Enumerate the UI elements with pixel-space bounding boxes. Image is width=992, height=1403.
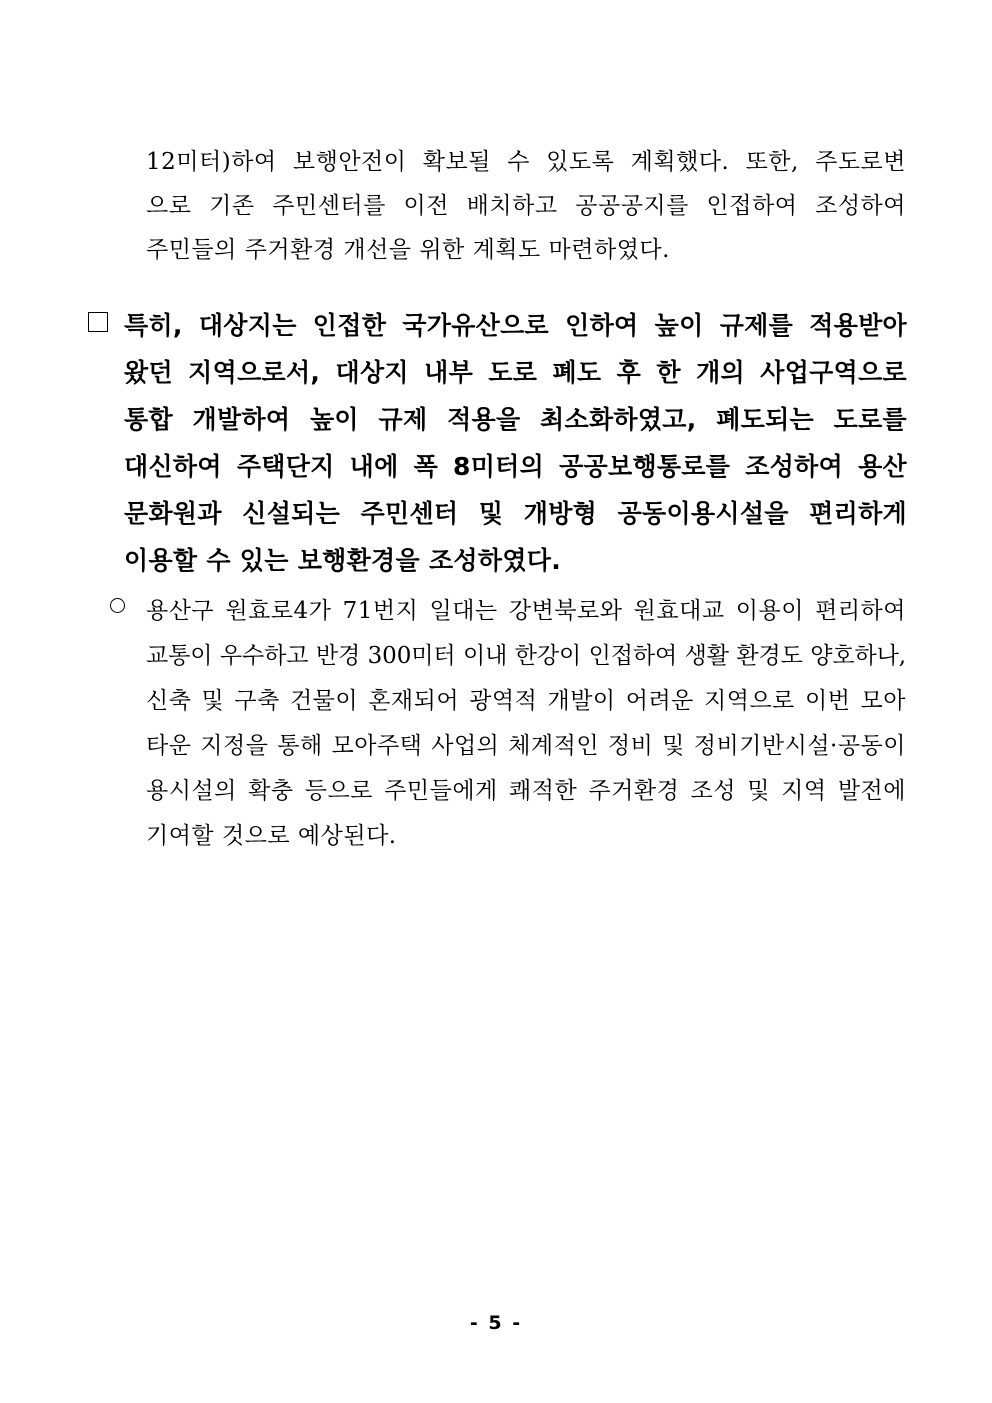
page-number: - 5 - <box>469 1312 523 1334</box>
bullet-line: 문화원과 신설되는 주민센터 및 개방형 공동이용시설을 편리하게 <box>124 499 907 528</box>
bullet-line: 통합 개발하여 높이 규제 적용을 최소화하였고, 폐도되는 도로를 <box>124 405 907 434</box>
sub-bullet-line: 신축 및 구축 건물이 혼재되어 광역적 개발이 어려운 지역으로 이번 모아 <box>146 688 906 714</box>
sub-bullet-line: 교통이 우수하고 반경 300미터 이내 한강이 인접하여 생활 환경도 양호하나, <box>146 643 906 669</box>
paragraph-line: 주민들의 주거환경 개선을 위한 계획도 마련하였다. <box>146 237 670 263</box>
bullet-line: 이용할 수 있는 보행환경을 조성하였다. <box>124 546 562 575</box>
sub-bullet-line: 타운 지정을 통해 모아주택 사업의 체계적인 정비 및 정비기반시설·공동이 <box>146 733 906 759</box>
square-bullet-icon <box>88 312 108 332</box>
bullet-line: 특히, 대상지는 인접한 국가유산으로 인하여 높이 규제를 적용받아 <box>124 311 907 340</box>
sub-bullet-line: 용시설의 확충 등으로 주민들에게 쾌적한 주거환경 조성 및 지역 발전에 <box>146 778 906 804</box>
sub-bullet-line: 용산구 원효로4가 71번지 일대는 강변북로와 원효대교 이용이 편리하여 <box>146 598 906 624</box>
paragraph-line: 으로 기존 주민센터를 이전 배치하고 공공공지를 인접하여 조성하여 <box>146 193 906 219</box>
circle-bullet-icon <box>110 598 125 613</box>
bullet-line: 대신하여 주택단지 내에 폭 8미터의 공공보행통로를 조성하여 용산 <box>124 452 907 481</box>
bullet-line: 왔던 지역으로서, 대상지 내부 도로 폐도 후 한 개의 사업구역으로 <box>124 358 907 387</box>
paragraph-line: 12미터)하여 보행안전이 확보될 수 있도록 계획했다. 또한, 주도로변 <box>146 149 906 175</box>
sub-bullet-line: 기여할 것으로 예상된다. <box>146 823 397 849</box>
